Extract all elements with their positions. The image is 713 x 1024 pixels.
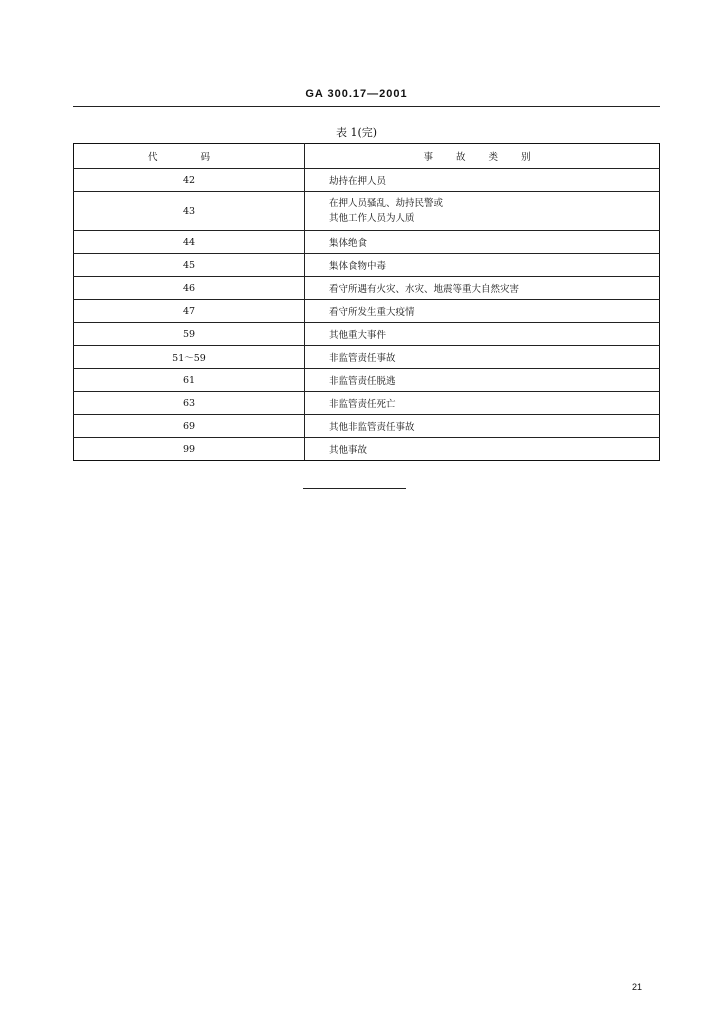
row-type: 非监管责任事故 [305,346,660,369]
row-code: 43 [74,192,305,231]
table-row [74,192,660,231]
row-type: 其他非监管责任事故 [305,415,660,438]
row-type: 看守所发生重大疫情 [305,300,660,323]
row-type: 非监管责任死亡 [305,392,660,415]
table-row [74,369,660,392]
table-row [74,277,660,300]
table-row [74,415,660,438]
row-type: 集体食物中毒 [305,254,660,277]
accident-category-table [73,143,660,461]
row-type: 非监管责任脱逃 [305,369,660,392]
row-code: 51～59 [74,346,305,369]
table-header-row [74,144,660,169]
row-type: 看守所遇有火灾、水灾、地震等重大自然灾害 [305,277,660,300]
end-of-standard-rule [303,488,406,489]
row-type: 其他事故 [305,438,660,461]
column-header-type: 事 故 类 别 [305,144,660,169]
row-type-line-2: 其他工作人员为人质 [329,213,415,224]
table-row [74,254,660,277]
row-type: 劫持在押人员 [305,169,660,192]
table-row [74,323,660,346]
table-caption: 表 1(完) [335,126,378,139]
table-row [74,169,660,192]
page-number: 21 [632,982,643,992]
row-code: 99 [74,438,305,461]
table-row [74,346,660,369]
table-row [74,231,660,254]
table-row [74,438,660,461]
row-type [305,192,660,231]
row-code: 44 [74,231,305,254]
table-row [74,392,660,415]
row-code: 47 [74,300,305,323]
standard-code: GA 300.17—2001 [305,88,408,100]
row-code: 42 [74,169,305,192]
row-type: 其他重大事件 [305,323,660,346]
row-code: 69 [74,415,305,438]
row-code: 61 [74,369,305,392]
row-type: 集体绝食 [305,231,660,254]
header-rule [73,106,660,107]
table-row [74,300,660,323]
row-code: 59 [74,323,305,346]
row-code: 63 [74,392,305,415]
row-type-line-1: 在押人员骚乱、劫持民警或 [329,198,444,209]
row-code: 46 [74,277,305,300]
column-header-code: 代 码 [74,144,305,169]
row-code: 45 [74,254,305,277]
